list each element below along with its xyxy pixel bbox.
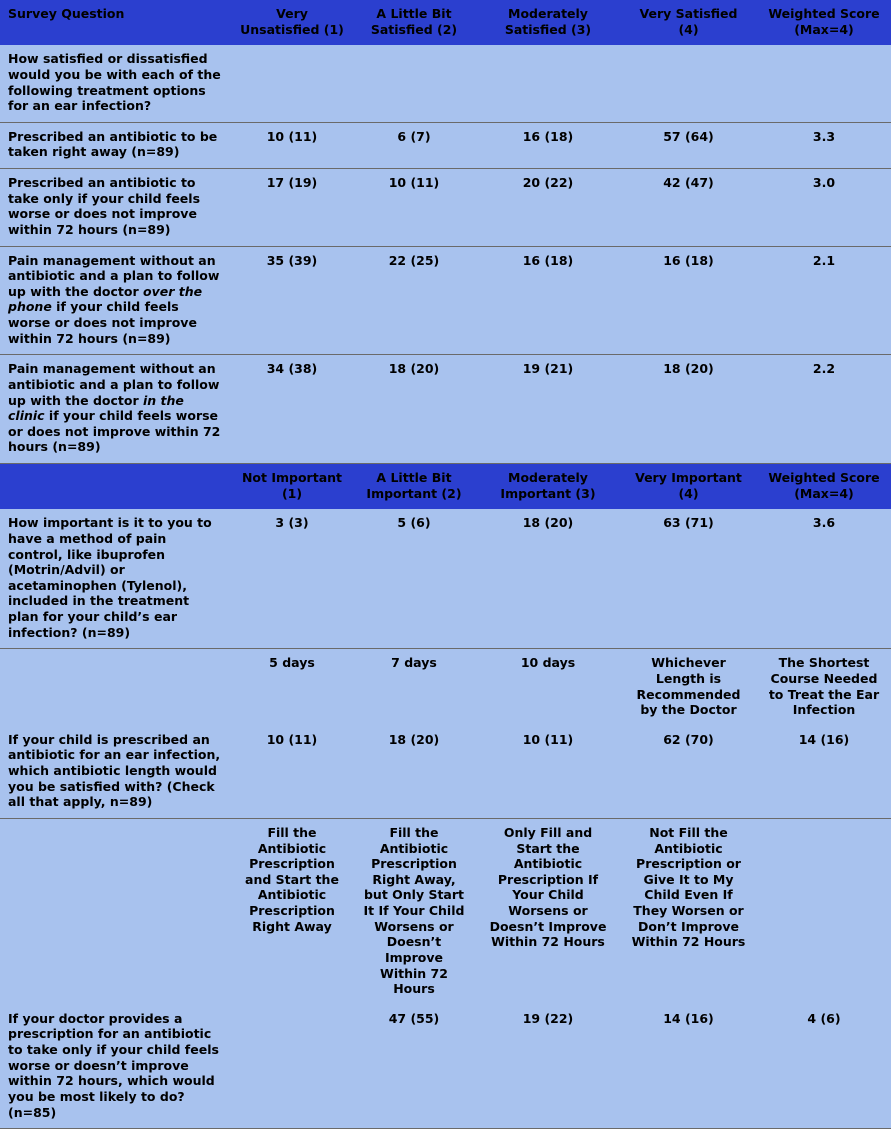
table-row-intro-question: [0, 45, 891, 122]
question-part-pre: Pain management without an antibiotic and a plan to follow up with the doctor: [8, 361, 220, 408]
question-text: How important is it to you to have a method of pain control, like ibuprofen (Motrin/Advil) or acetaminophen (Tylenol), included in the treatment plan for your child’s ear infection? (n=89): [0, 509, 232, 649]
table-row: [0, 169, 891, 247]
subheader-doctor-recommended-length: Whichever Length is Recommended by the Doctor: [620, 649, 757, 726]
value-cell: 42 (47): [620, 169, 757, 247]
value-cell: 14 (16): [620, 1005, 757, 1129]
value-cell: 10 (11): [232, 726, 352, 819]
value-cell: 47 (55): [352, 1005, 476, 1129]
value-cell: 35 (39): [232, 246, 352, 355]
value-cell: 16 (18): [476, 246, 620, 355]
table-header-satisfaction: [0, 0, 891, 45]
value-cell: 10 (11): [232, 122, 352, 168]
header-not-important: Not Important (1): [232, 464, 352, 510]
question-text: [0, 246, 232, 355]
header-very-satisfied: Very Satisfied (4): [620, 0, 757, 45]
subheader-fill-only-if-worsens: Only Fill and Start the Antibiotic Prescription If Your Child Worsens or Doesn’t Improve Within 72 Hours: [476, 818, 620, 1004]
header-very-important: Very Important (4): [620, 464, 757, 510]
weighted-score-cell: 3.3: [757, 122, 891, 168]
value-cell: 18 (20): [352, 726, 476, 819]
subheader-empty: [757, 818, 891, 1004]
question-text: If your doctor provides a prescription for an antibiotic to take only if your child feels worse or doesn’t improve within 72 hours, which would you be most likely to do? (n=85): [0, 1005, 232, 1129]
header-blank: [0, 464, 232, 510]
table-subheader-prescription-action: [0, 818, 891, 1004]
question-part-post: if your child feels worse or does not improve within 72 hours (n=89): [8, 408, 221, 455]
value-cell: 18 (20): [476, 509, 620, 649]
value-cell: [757, 45, 891, 122]
value-cell: [620, 45, 757, 122]
header-a-little-bit-satisfied: A Little Bit Satisfied (2): [352, 0, 476, 45]
value-cell: 18 (20): [352, 355, 476, 464]
question-part-italic: in the clinic: [8, 392, 184, 424]
value-cell: [232, 1005, 352, 1129]
table-row: [0, 122, 891, 168]
header-moderately-satisfied: Moderately Satisfied (3): [476, 0, 620, 45]
table-row: [0, 726, 891, 819]
subheader-fill-now-start-if-worsens: Fill the Antibiotic Prescription Right Away, but Only Start It If Your Child Worsens or Doesn’t Improve Within 72 Hours: [352, 818, 476, 1004]
subheader-shortest-course: The Shortest Course Needed to Treat the Ear Infection: [757, 649, 891, 726]
header-survey-question: Survey Question: [0, 0, 232, 45]
value-cell: 4 (6): [757, 1005, 891, 1129]
subheader-blank: [0, 818, 232, 1004]
value-cell: 62 (70): [620, 726, 757, 819]
table-row: [0, 246, 891, 355]
value-cell: [232, 45, 352, 122]
header-weighted-score: Weighted Score (Max=4): [757, 464, 891, 510]
value-cell: 6 (7): [352, 122, 476, 168]
value-cell: 57 (64): [620, 122, 757, 168]
table-row: [0, 509, 891, 649]
question-text: How satisfied or dissatisfied would you be with each of the following treatment options for an ear infection?: [0, 45, 232, 122]
weighted-score-cell: 3.6: [757, 509, 891, 649]
value-cell: 20 (22): [476, 169, 620, 247]
weighted-score-cell: 3.0: [757, 169, 891, 247]
table-subheader-antibiotic-length: [0, 649, 891, 726]
subheader-5-days: 5 days: [232, 649, 352, 726]
header-a-little-bit-important: A Little Bit Important (2): [352, 464, 476, 510]
subheader-blank: [0, 649, 232, 726]
value-cell: 63 (71): [620, 509, 757, 649]
table-header-importance: [0, 464, 891, 510]
subheader-10-days: 10 days: [476, 649, 620, 726]
value-cell: 17 (19): [232, 169, 352, 247]
value-cell: [352, 45, 476, 122]
value-cell: [476, 45, 620, 122]
header-weighted-score: Weighted Score (Max=4): [757, 0, 891, 45]
value-cell: 18 (20): [620, 355, 757, 464]
weighted-score-cell: 2.1: [757, 246, 891, 355]
value-cell: 16 (18): [620, 246, 757, 355]
question-text: Prescribed an antibiotic to take only if your child feels worse or does not improve within 72 hours (n=89): [0, 169, 232, 247]
value-cell: 10 (11): [476, 726, 620, 819]
table-row: [0, 355, 891, 464]
question-text: Prescribed an antibiotic to be taken right away (n=89): [0, 122, 232, 168]
value-cell: 19 (22): [476, 1005, 620, 1129]
value-cell: 19 (21): [476, 355, 620, 464]
value-cell: 14 (16): [757, 726, 891, 819]
header-moderately-important: Moderately Important (3): [476, 464, 620, 510]
table-row: [0, 1005, 891, 1129]
question-part-pre: Pain management without an antibiotic and a plan to follow up with the doctor: [8, 252, 220, 299]
value-cell: 10 (11): [352, 169, 476, 247]
value-cell: 3 (3): [232, 509, 352, 649]
value-cell: 34 (38): [232, 355, 352, 464]
subheader-7-days: 7 days: [352, 649, 476, 726]
subheader-not-fill: Not Fill the Antibiotic Prescription or Give It to My Child Even If They Worsen or Don’t Improve Within 72 Hours: [620, 818, 757, 1004]
value-cell: 22 (25): [352, 246, 476, 355]
header-very-unsatisfied: Very Unsatisfied (1): [232, 0, 352, 45]
question-part-italic: over the phone: [8, 283, 203, 315]
question-text: [0, 355, 232, 464]
value-cell: 5 (6): [352, 509, 476, 649]
weighted-score-cell: 2.2: [757, 355, 891, 464]
question-part-post: if your child feels worse or does not improve within 72 hours (n=89): [8, 299, 197, 346]
subheader-fill-and-start-right-away: Fill the Antibiotic Prescription and Start the Antibiotic Prescription Right Away: [232, 818, 352, 1004]
value-cell: 16 (18): [476, 122, 620, 168]
question-text: If your child is prescribed an antibiotic for an ear infection, which antibiotic length would you be satisfied with? (Check all that apply, n=89): [0, 726, 232, 819]
